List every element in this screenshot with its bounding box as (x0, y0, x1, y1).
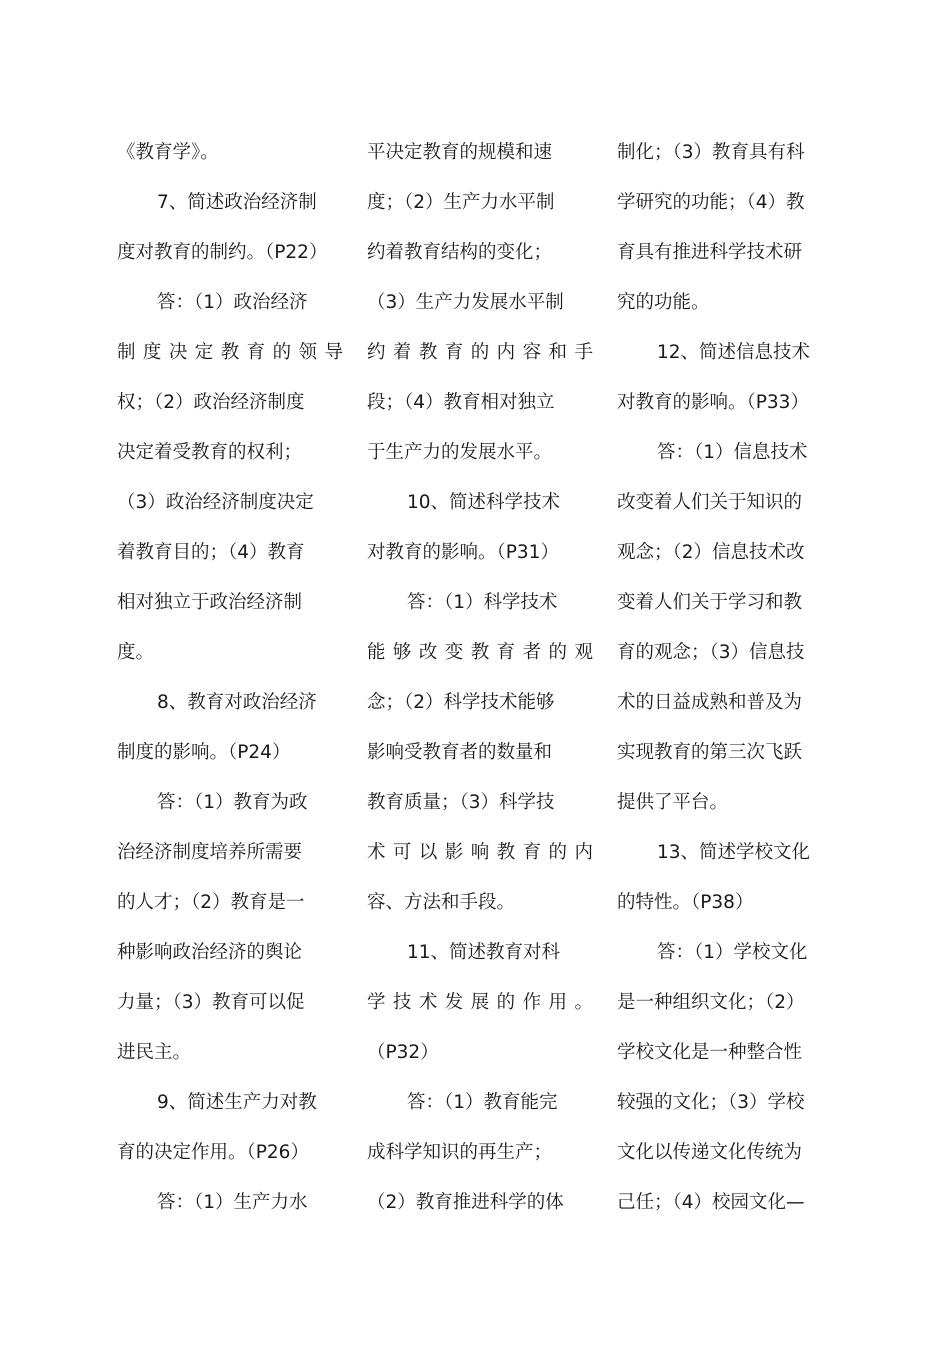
text-line: 影响受教育者的数量和 (367, 742, 553, 763)
text-line: 究的功能。 (617, 292, 710, 313)
text-line: 能够改变教育者的观 (367, 642, 593, 663)
text-line: 力量；（3）教育可以促 (117, 992, 305, 1013)
text-line: 度；（2）生产力水平制 (367, 192, 555, 213)
text-line: （3）生产力发展水平制 (367, 292, 564, 313)
text-line: 实现教育的第三次飞跃 (617, 742, 803, 763)
text-line: 答：（1）科学技术 (407, 592, 558, 613)
text-line: 10、简述科学技术 (407, 492, 561, 513)
text-line: 权；（2）政治经济制度 (117, 392, 305, 413)
text-line: 《教育学》。 (117, 142, 219, 163)
text-line: 种影响政治经济的舆论 (117, 942, 303, 963)
text-line: 变着人们关于学习和教 (617, 592, 803, 613)
text-line: 9、简述生产力对教 (157, 1092, 317, 1113)
text-line: 的特性。（P38） (617, 892, 754, 913)
text-line: 念；（2）科学技术能够 (367, 692, 555, 713)
text-line: 成科学知识的再生产； (367, 1142, 553, 1163)
text-line: 13、简述学校文化 (657, 842, 811, 863)
text-line: 育具有推进科学技术研 (617, 242, 803, 263)
text-line: 学研究的功能；（4）教 (617, 192, 805, 213)
text-line: 答：（1）信息技术 (657, 442, 808, 463)
text-line: 答：（1）生产力水 (157, 1192, 308, 1213)
text-line: 制度决定教育的领导 (117, 342, 343, 363)
text-line: 术的日益成熟和普及为 (617, 692, 803, 713)
text-line: 答：（1）学校文化 (657, 942, 808, 963)
text-line: 己任；（4）校园文化— (617, 1192, 805, 1213)
text-line: 答：（1）教育能完 (407, 1092, 558, 1113)
text-line: 度对教育的制约。（P22） (117, 242, 328, 263)
text-line: 学技术发展的作用。 (367, 992, 593, 1013)
text-line: （3）政治经济制度决定 (117, 492, 314, 513)
text-line: 制化；（3）教育具有科 (617, 142, 805, 163)
text-column-3 (617, 128, 843, 1228)
text-line: 治经济制度培养所需要 (117, 842, 303, 863)
text-line: 育的决定作用。（P26） (117, 1142, 309, 1163)
text-line: （P32） (367, 1042, 439, 1063)
text-line: 制度的影响。（P24） (117, 742, 291, 763)
text-line: 12、简述信息技术 (657, 342, 811, 363)
text-line: 约着教育结构的变化； (367, 242, 553, 263)
text-line: 度。 (117, 642, 155, 663)
text-column-2 (367, 128, 593, 1228)
text-line: 7、简述政治经济制 (157, 192, 317, 213)
text-line: 答：（1）教育为政 (157, 792, 308, 813)
text-line: 11、简述教育对科 (407, 942, 561, 963)
text-line: 术可以影响教育的内 (367, 842, 593, 863)
text-line: 约着教育的内容和手 (367, 342, 593, 363)
text-line: 进民主。 (117, 1042, 192, 1063)
text-line: 段；（4）教育相对独立 (367, 392, 555, 413)
text-line: 着教育目的；（4）教育 (117, 542, 305, 563)
text-line: 于生产力的发展水平。 (367, 442, 553, 463)
text-line: 对教育的影响。（P31） (367, 542, 559, 563)
text-column-1 (117, 128, 343, 1228)
text-line: 提供了平台。 (617, 792, 729, 813)
text-line: 决定着受教育的权利； (117, 442, 303, 463)
text-line: 对教育的影响。（P33） (617, 392, 809, 413)
text-line: （2）教育推进科学的体 (367, 1192, 564, 1213)
text-line: 观念；（2）信息技术改 (617, 542, 805, 563)
text-line: 是一种组织文化；（2） (617, 992, 805, 1013)
text-line: 育的观念；（3）信息技 (617, 642, 805, 663)
text-line: 答：（1）政治经济 (157, 292, 308, 313)
text-line: 学校文化是一种整合性 (617, 1042, 803, 1063)
text-line: 8、教育对政治经济 (157, 692, 317, 713)
text-line: 较强的文化；（3）学校 (617, 1092, 805, 1113)
text-line: 相对独立于政治经济制 (117, 592, 303, 613)
text-line: 容、方法和手段。 (367, 892, 516, 913)
text-line: 文化以传递文化传统为 (617, 1142, 803, 1163)
text-line: 平决定教育的规模和速 (367, 142, 553, 163)
text-line: 教育质量；（3）科学技 (367, 792, 555, 813)
text-line: 的人才；（2）教育是一 (117, 892, 305, 913)
text-line: 改变着人们关于知识的 (617, 492, 803, 513)
